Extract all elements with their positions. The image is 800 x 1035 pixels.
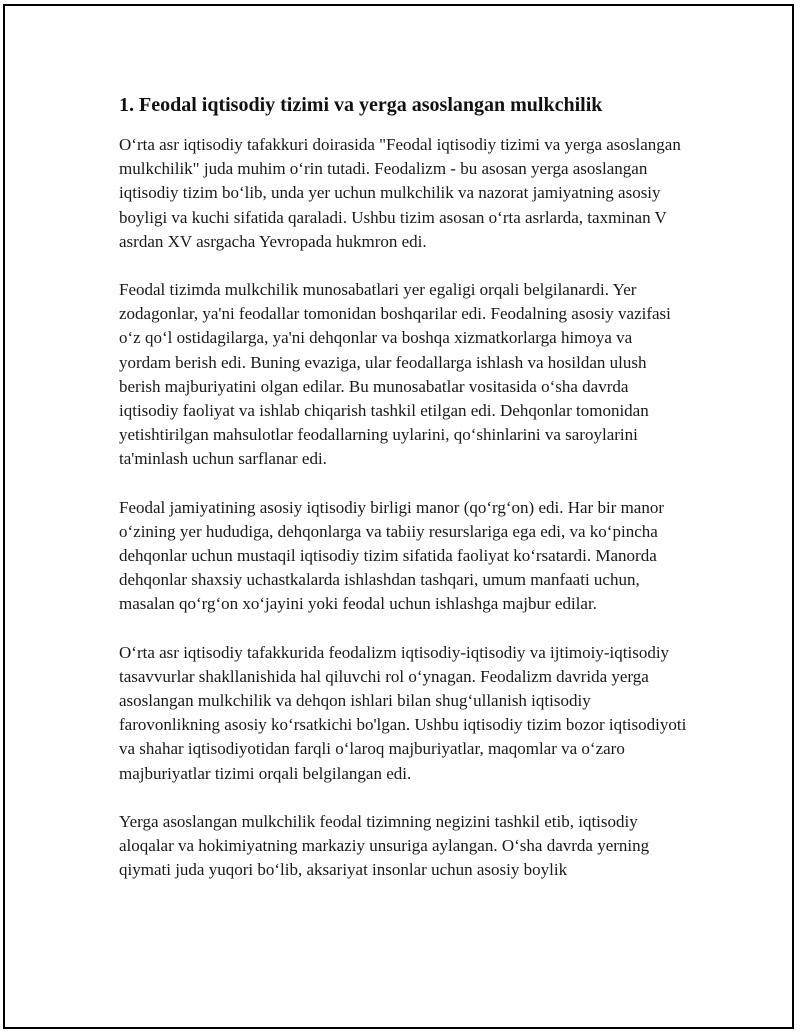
section-heading: 1. Feodal iqtisodiy tizimi va yerga asoslangan mulkchilik (119, 94, 603, 116)
paragraph-5: Yerga asoslangan mulkchilik feodal tizimning negizini tashkil etib, iqtisodiy aloqalar va hokimiyatning markaziy unsuriga aylangan. O‘sha davrda yerning qiymati juda yuqori bo‘lib, aksariyat insonlar uchun asosiy boylik (119, 811, 650, 880)
document-body (119, 93, 687, 906)
paragraph-3: Feodal jamiyatining asosiy iqtisodiy birligi manor (qo‘rg‘on) edi. Har bir manor o‘zining yer hududiga, dehqonlarga va tabiiy resurslariga ega edi, va ko‘pincha dehqonlar uchun mustaqil iqtisodiy tizim sifatida faoliyat ko‘rsatardi. Manorda dehqonlar shaxsiy uchastkalarda ishlashdan tashqari, umum manfaati uchun, masalan qo‘rg‘on xo‘jayini yoki feodal uchun ishlashga majbur edilar. (119, 497, 665, 614)
paragraph-2: Feodal tizimda mulkchilik munosabatlari yer egaligi orqali belgilanardi. Yer zodagonlar, ya'ni feodallar tomonidan boshqarilar edi. Feodalning asosiy vazifasi o‘z qo‘l ostidagilarga, ya'ni dehqonlar va boshqa xizmatkorlarga himoya va yordam berish edi. Buning evaziga, ular feodallarga ishlash va hosildan ulush berish majburiyatini olgan edilar. Bu munosabatlar vositasida o‘sha davrda iqtisodiy faoliyat va ishlab chiqarish tashkil etilgan edi. Dehqonlar tomonidan yetishtirilgan mahsulotlar feodallarning uylarini, qo‘shinlarini va saroylarini ta'minlash uchun sarflanar edi. (119, 280, 671, 469)
paragraph-1: O‘rta asr iqtisodiy tafakkuri doirasida "Feodal iqtisodiy tizimi va yerga asoslangan mulkchilik" juda muhim o‘rin tutadi. Feodalizm - bu asosan yerga asoslangan iqtisodiy tizim bo‘lib, unda yer uchun mulkchilik va nazorat jamiyatning asosiy boyligi va kuchi sifatida qaraladi. Ushbu tizim asosan o‘rta asrlarda, taxminan V asrdan XV asrgacha Yevropada hukmron edi. (119, 135, 681, 251)
paragraph-4: O‘rta asr iqtisodiy tafakkurida feodalizm iqtisodiy-iqtisodiy va ijtimoiy-iqtisodiy tasavvurlar shakllanishida hal qiluvchi rol o‘ynagan. Feodalizm davrida yerga asoslangan mulkchilik va dehqon ishlari bilan shug‘ullanish iqtisodiy farovonlikning asosiy ko‘rsatkichi bo'lgan. Ushbu iqtisodiy tizim bozor iqtisodiyoti va shahar iqtisodiyotidan farqli o‘laroq majburiyatlar, maqomlar va o‘zaro majburiyatlar tizimi orqali belgilangan edi. (119, 642, 687, 783)
